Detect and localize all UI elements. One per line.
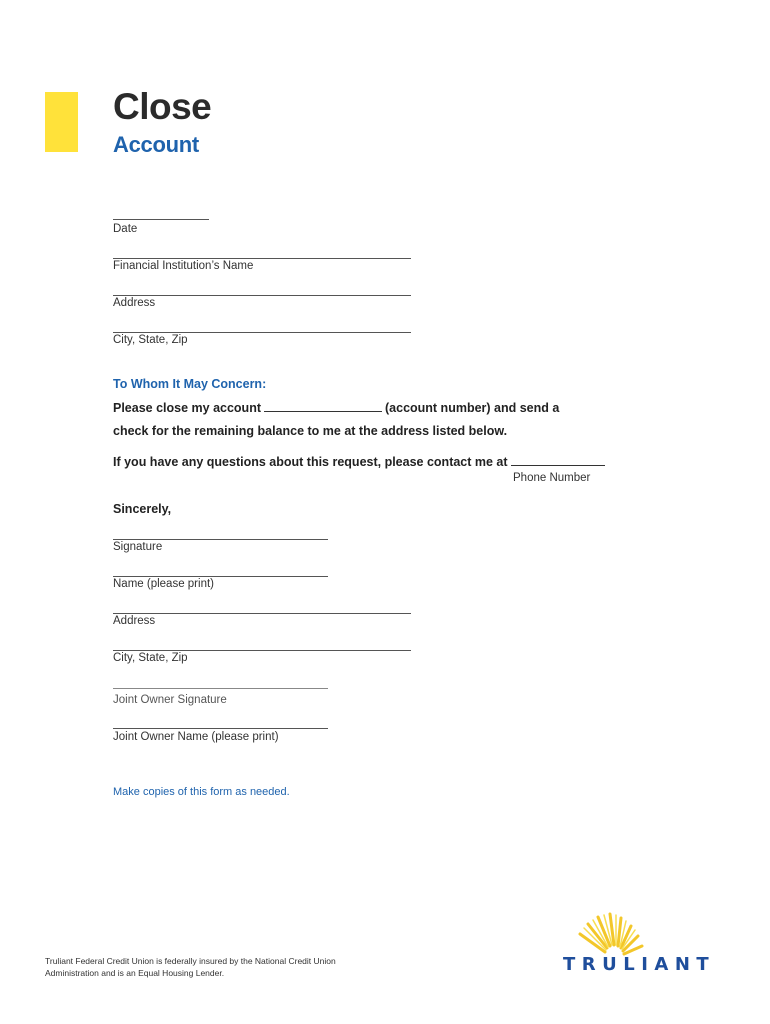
date-label: Date: [113, 223, 138, 235]
greeting: To Whom It May Concern:: [113, 377, 267, 391]
phone-number-label: Phone Number: [513, 472, 591, 484]
p1-text-end: (account number) and send a: [385, 401, 560, 415]
truliant-logo: [560, 912, 725, 982]
address-label: Address: [113, 615, 156, 627]
footer-line-2: Administration and is an Equal Housing Lender.: [45, 968, 225, 978]
phone-number-field[interactable]: [511, 455, 605, 466]
name-field-line[interactable]: [113, 576, 328, 577]
p1-text-start: Please close my account: [113, 401, 261, 415]
closing: Sincerely,: [113, 502, 172, 516]
copies-note: Make copies of this form as needed.: [113, 786, 290, 798]
paragraph-1-line-2: check for the remaining balance to me at the address listed below.: [113, 424, 508, 438]
date-field-line[interactable]: [113, 219, 209, 220]
signature-label: Signature: [113, 541, 163, 553]
footer-line-1: Truliant Federal Credit Union is federally insured by the National Credit Union: [45, 956, 336, 966]
joint-owner-name-field-line[interactable]: [113, 728, 328, 729]
institution-name-field-line[interactable]: [113, 258, 411, 259]
joint-owner-signature-label: Joint Owner Signature: [113, 694, 227, 706]
page-title: Close: [113, 86, 212, 127]
institution-city-label: City, State, Zip: [113, 334, 188, 346]
address-field-line[interactable]: [113, 613, 411, 614]
sunburst-icon: [560, 912, 725, 957]
logo-wordmark: TRULIANT: [563, 954, 716, 975]
joint-owner-name-label: Joint Owner Name (please print): [113, 731, 279, 743]
institution-address-label: Address: [113, 297, 156, 309]
institution-address-field-line[interactable]: [113, 295, 411, 296]
joint-owner-signature-field-line[interactable]: [113, 688, 328, 689]
account-number-field[interactable]: [264, 401, 382, 412]
city-state-zip-field-line[interactable]: [113, 650, 411, 651]
p2-text: If you have any questions about this request, please contact me at: [113, 455, 508, 469]
page-subtitle: Account: [113, 132, 199, 157]
paragraph-2: [113, 455, 608, 469]
signature-field-line[interactable]: [113, 539, 328, 540]
footer-disclaimer: [45, 955, 365, 979]
city-state-zip-label: City, State, Zip: [113, 652, 188, 664]
name-label: Name (please print): [113, 578, 214, 590]
institution-name-label: Financial Institution’s Name: [113, 260, 254, 272]
yellow-accent-bar: [45, 92, 78, 152]
institution-city-field-line[interactable]: [113, 332, 411, 333]
paragraph-1-line-1: [113, 401, 559, 415]
